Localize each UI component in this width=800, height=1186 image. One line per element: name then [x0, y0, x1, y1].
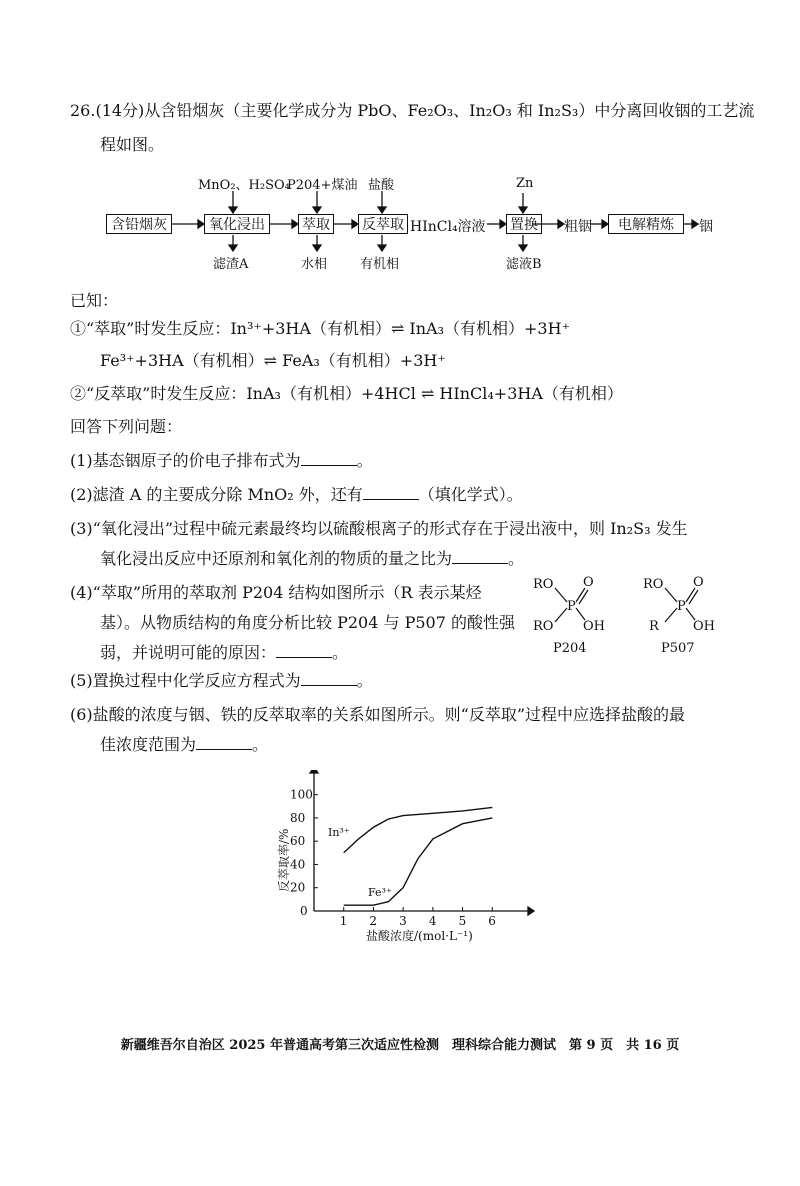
p507-r-bottom: R — [649, 619, 659, 634]
flow-indium: 铟 — [699, 219, 713, 235]
q6-end: 。 — [252, 735, 269, 754]
sub-question-4b: 基）。从物质结构的角度分析比较 P204 与 P507 的酸性强 — [100, 613, 515, 632]
reagent-zn: Zn — [516, 176, 534, 191]
question-intro-2: 程如图。 — [100, 135, 165, 154]
known-reaction-1: ①“萃取”时发生反应：In³⁺+3HA（有机相）⇌ InA₃（有机相）+3H⁺ — [70, 319, 571, 338]
q2-text: (2)滤渣 A 的主要成分除 MnO₂ 外，还有 — [70, 485, 363, 504]
answer-blank — [196, 735, 252, 750]
step-electrorefine: 电解精炼 — [608, 214, 684, 234]
y-tick-label: 20 — [290, 880, 306, 895]
q4-end: 。 — [332, 643, 349, 662]
step-back-extraction: 反萃取 — [358, 214, 408, 234]
y-tick-label: 40 — [290, 857, 306, 872]
p507-label: P507 — [661, 641, 695, 656]
question-intro-1: 从含铅烟灰（主要化学成分为 PbO、Fe₂O₃、In₂O₃ 和 In₂S₃）中分离回收铟的工艺流 — [144, 101, 755, 120]
q4-text: 弱，并说明可能的原因： — [100, 643, 277, 662]
reagent-hcl: 盐酸 — [368, 178, 395, 193]
q5-text: (5)置换过程中化学反应方程式为 — [70, 671, 301, 690]
p507-p: P — [677, 599, 686, 614]
p507-ro-top: RO — [643, 577, 664, 592]
question-score: (14分) — [95, 101, 145, 120]
x-tick-label: 3 — [399, 914, 407, 928]
y-tick-label: 100 — [290, 787, 313, 802]
p507-oh: OH — [693, 619, 715, 634]
answer-blank — [301, 671, 357, 686]
x-tick-label: 1 — [339, 914, 348, 928]
known-reaction-1b: Fe³⁺+3HA（有机相）⇌ FeA₃（有机相）+3H⁺ — [100, 351, 446, 370]
sub-question-6b — [100, 734, 268, 756]
q5-end: 。 — [356, 671, 373, 690]
answer-prompt: 回答下列问题： — [70, 417, 183, 436]
series-label-in: In³⁺ — [328, 826, 350, 839]
step-extraction: 萃取 — [298, 214, 334, 234]
page-footer: 新疆维吾尔自治区 2025 年普通高考第三次适应性检测 理科综合能力测试 第 9 页 共 16 页 — [120, 1038, 680, 1053]
q3-end: 。 — [508, 549, 525, 568]
chart-ylabel: 反萃取率/% — [277, 828, 291, 892]
output-aqueous: 水相 — [301, 257, 328, 272]
answer-blank — [301, 451, 357, 466]
p204-ro-bottom: RO — [533, 619, 554, 634]
reagent-mno2-h2so4: MnO₂、H₂SO₄ — [198, 178, 290, 193]
series-label-fe: Fe³⁺ — [368, 886, 392, 899]
answer-blank — [276, 643, 332, 658]
x-tick-label: 6 — [488, 914, 496, 928]
structures-figure — [525, 572, 725, 672]
sub-question-6a: (6)盐酸的浓度与铟、铁的反萃取率的关系如图所示。则“反萃取”过程中应选择盐酸的最 — [70, 705, 686, 724]
x-axis-arrow — [528, 907, 534, 915]
reagent-p204: P204+煤油 — [287, 178, 358, 193]
x-tick-label: 5 — [458, 914, 467, 928]
sub-question-4a: (4)“萃取”所用的萃取剂 P204 结构如图所示（R 表示某烃 — [70, 583, 482, 602]
known-reaction-2: ②“反萃取”时发生反应：InA₃（有机相）+4HCl ⇌ HInCl₄+3HA（有机相） — [70, 384, 623, 403]
question-number: 26. — [70, 101, 96, 120]
back-extraction-chart — [270, 770, 550, 960]
chart-xlabel: 盐酸浓度/(mol·L⁻¹) — [366, 929, 473, 943]
x-tick-label: 4 — [428, 914, 437, 928]
p204-ro-top: RO — [533, 577, 554, 592]
series-line-fe — [344, 818, 493, 905]
p204-oh: OH — [583, 619, 605, 634]
q1-text: (1)基态铟原子的价电子排布式为 — [70, 451, 301, 470]
sub-question-5 — [70, 670, 373, 692]
chart-origin-label: 0 — [300, 904, 308, 918]
sub-question-3b — [100, 548, 524, 570]
q3-text: 氧化浸出反应中还原剂和氧化剂的物质的量之比为 — [100, 549, 453, 568]
y-axis-arrow — [310, 770, 318, 773]
answer-blank — [452, 549, 508, 564]
sub-question-2 — [70, 484, 523, 506]
flow-hincl4: HInCl₄溶液 — [410, 219, 486, 235]
q2-end: （填化学式）。 — [418, 485, 523, 504]
question-header — [70, 100, 754, 122]
known-title: 已知： — [70, 291, 119, 310]
sub-question-4c — [100, 642, 348, 664]
output-residue-a: 滤渣A — [213, 257, 249, 272]
series-line-in — [344, 807, 493, 852]
flow-crude-indium: 粗铟 — [564, 219, 592, 235]
step-displacement: 置换 — [506, 214, 542, 234]
y-tick-label: 80 — [290, 810, 306, 825]
x-tick-label: 2 — [369, 914, 378, 928]
p507-o: O — [693, 575, 704, 590]
p204-p: P — [567, 599, 576, 614]
y-tick-label: 60 — [290, 834, 306, 849]
p204-o: O — [583, 575, 594, 590]
sub-question-3a: (3)“氧化浸出”过程中硫元素最终均以硫酸根离子的形式存在于浸出液中，则 In₂S₃ 发生 — [70, 519, 688, 538]
p204-label: P204 — [553, 641, 587, 656]
output-filtrate-b: 滤液B — [506, 257, 542, 272]
output-organic: 有机相 — [360, 257, 400, 272]
step-oxidative-leach: 氧化浸出 — [204, 214, 270, 234]
q1-end: 。 — [356, 451, 373, 470]
q6-text: 佳浓度范围为 — [100, 735, 197, 754]
sub-question-1 — [70, 450, 373, 472]
step-raw: 含铅烟灰 — [106, 214, 172, 234]
answer-blank — [363, 485, 419, 500]
